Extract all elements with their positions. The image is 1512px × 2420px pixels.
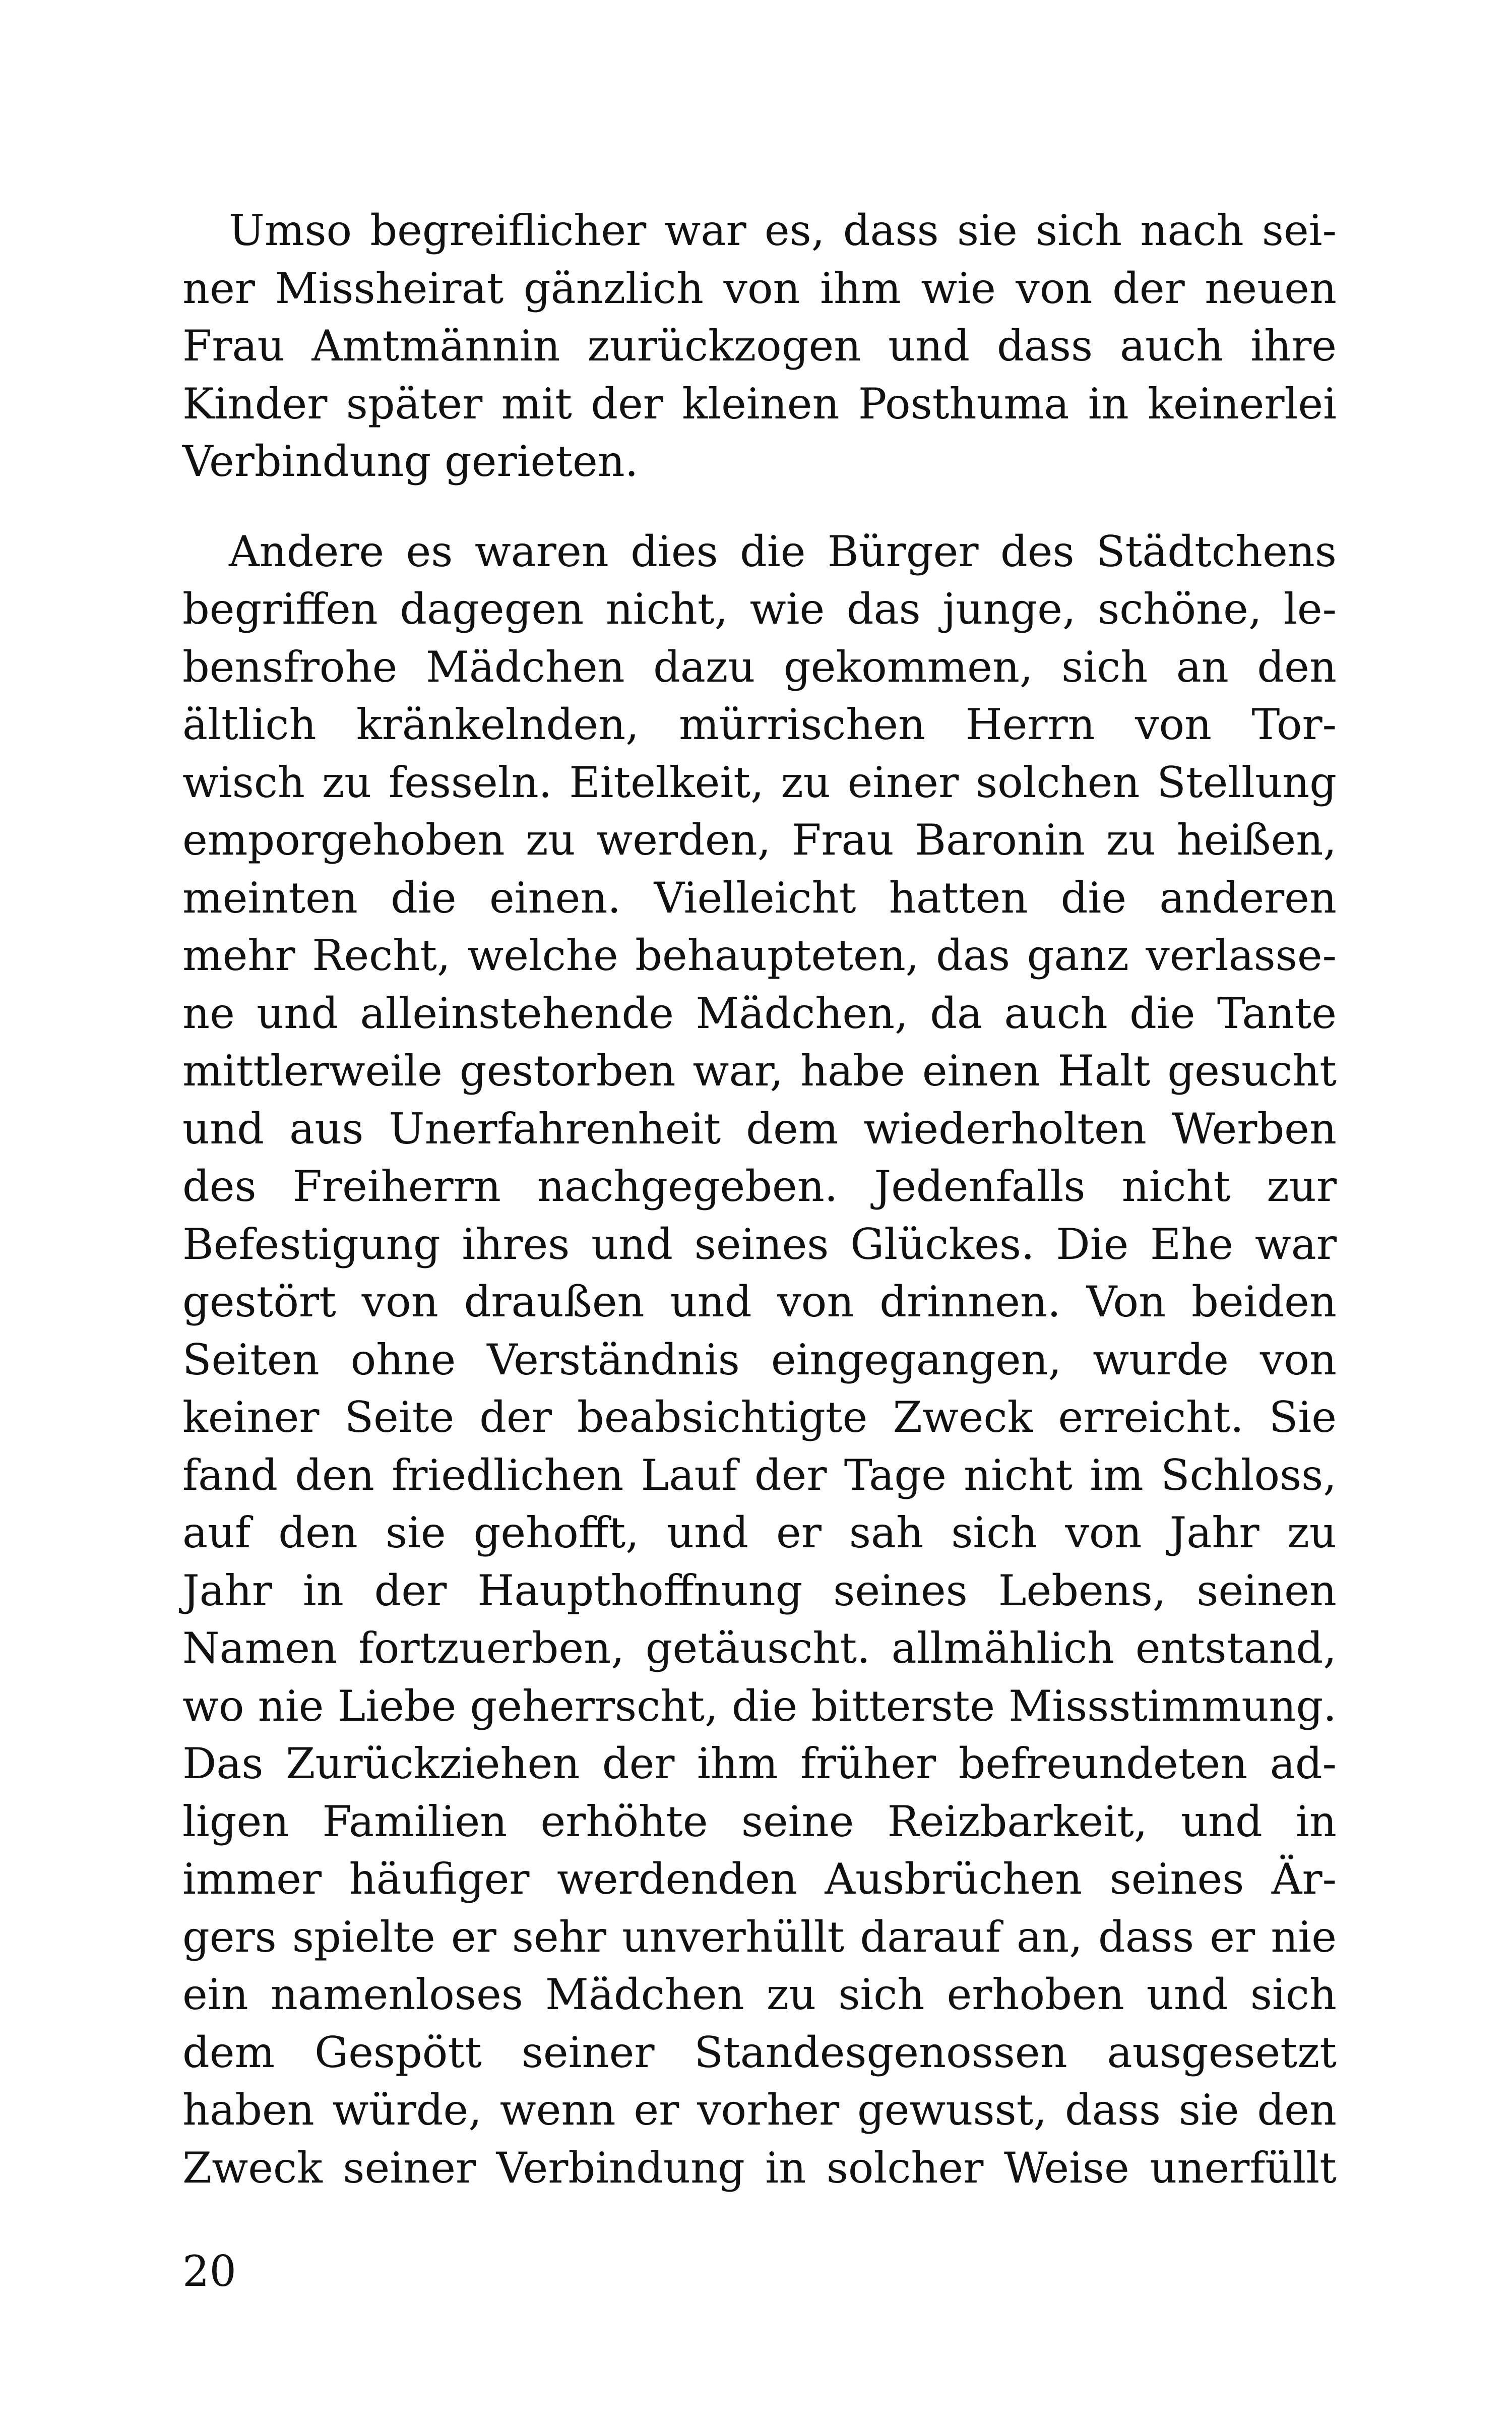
paragraph-2	[182, 523, 1337, 2197]
text-line: Umso begreiflicher war es, dass sie sich nach sei-	[229, 206, 1337, 255]
text-line: ner Missheirat gänzlich von ihm wie von der neuen	[182, 263, 1337, 313]
text-line: bensfrohe Mädchen dazu gekommen, sich an den	[182, 642, 1337, 692]
text-line: Jahr in der Haupthoffnung seines Lebens, seinen	[182, 1565, 1337, 1615]
text-line: gers spielte er sehr unverhüllt darauf an, dass er nie	[182, 1912, 1337, 1962]
text-line: Zweck seiner Verbindung in solcher Weise unerfüllt	[182, 2143, 1337, 2193]
text-line: Befestigung ihres und seines Glückes. Die Ehe war	[182, 1219, 1337, 1269]
text-line: ne und alleinstehende Mädchen, da auch die Tante	[182, 988, 1337, 1038]
text-line: immer häufiger werdenden Ausbrüchen seines Är-	[182, 1854, 1337, 1904]
body-text	[182, 202, 1337, 2197]
text-line: keiner Seite der beabsichtigte Zweck erreicht. Sie	[182, 1393, 1337, 1442]
text-line: ältlich kränkelnden, mürrischen Herrn von Tor-	[182, 700, 1337, 749]
text-line: Namen fortzuerben, getäuscht. allmählich entstand,	[182, 1623, 1337, 1673]
paragraph-spacer	[182, 491, 1337, 523]
text-line: und aus Unerfahrenheit dem wiederholten Werben	[182, 1104, 1337, 1154]
text-line: meinten die einen. Vielleicht hatten die anderen	[182, 873, 1337, 923]
text-line: mittlerweile gestorben war, habe einen Halt gesucht	[182, 1046, 1337, 1096]
text-line: wisch zu fesseln. Eitelkeit, zu einer solchen Stellung	[182, 757, 1337, 807]
text-line: gestört von draußen und von drinnen. Von beiden	[182, 1277, 1337, 1326]
text-line: haben würde, wenn er vorher gewusst, dass sie den	[182, 2085, 1337, 2135]
text-line: des Freiherrn nachgegeben. Jedenfalls nicht zur	[182, 1162, 1337, 1211]
text-line: Andere es waren dies die Bürger des Städtchens	[229, 526, 1337, 576]
paragraph-1	[182, 202, 1337, 491]
text-line: dem Gespött seiner Standesgenossen ausgesetzt	[182, 2027, 1337, 2077]
text-line: mehr Recht, welche behaupteten, das ganz verlasse-	[182, 931, 1337, 980]
text-line: auf den sie gehofft, und er sah sich von Jahr zu	[182, 1508, 1337, 1557]
text-line: Verbindung gerieten.	[182, 437, 639, 486]
text-line: ein namenloses Mädchen zu sich erhoben und sich	[182, 1970, 1337, 2019]
text-line: Das Zurückziehen der ihm früher befreundeten ad-	[182, 1739, 1337, 1788]
text-line: wo nie Liebe geherrscht, die bitterste Missstimmung.	[182, 1681, 1337, 1731]
text-line: begriffen dagegen nicht, wie das junge, schöne, le-	[182, 584, 1337, 634]
text-line: Seiten ohne Verständnis eingegangen, wurde von	[182, 1335, 1337, 1384]
text-line: fand den friedlichen Lauf der Tage nicht im Schloss,	[182, 1450, 1337, 1500]
text-line: ligen Familien erhöhte seine Reizbarkeit, und in	[182, 1796, 1337, 1846]
text-line: Frau Amtmännin zurückzogen und dass auch ihre	[182, 321, 1337, 371]
text-line: Kinder später mit der kleinen Posthuma in keinerlei	[182, 379, 1337, 429]
text-line: emporgehoben zu werden, Frau Baronin zu heißen,	[182, 815, 1337, 865]
page-number: 20	[182, 2247, 236, 2296]
